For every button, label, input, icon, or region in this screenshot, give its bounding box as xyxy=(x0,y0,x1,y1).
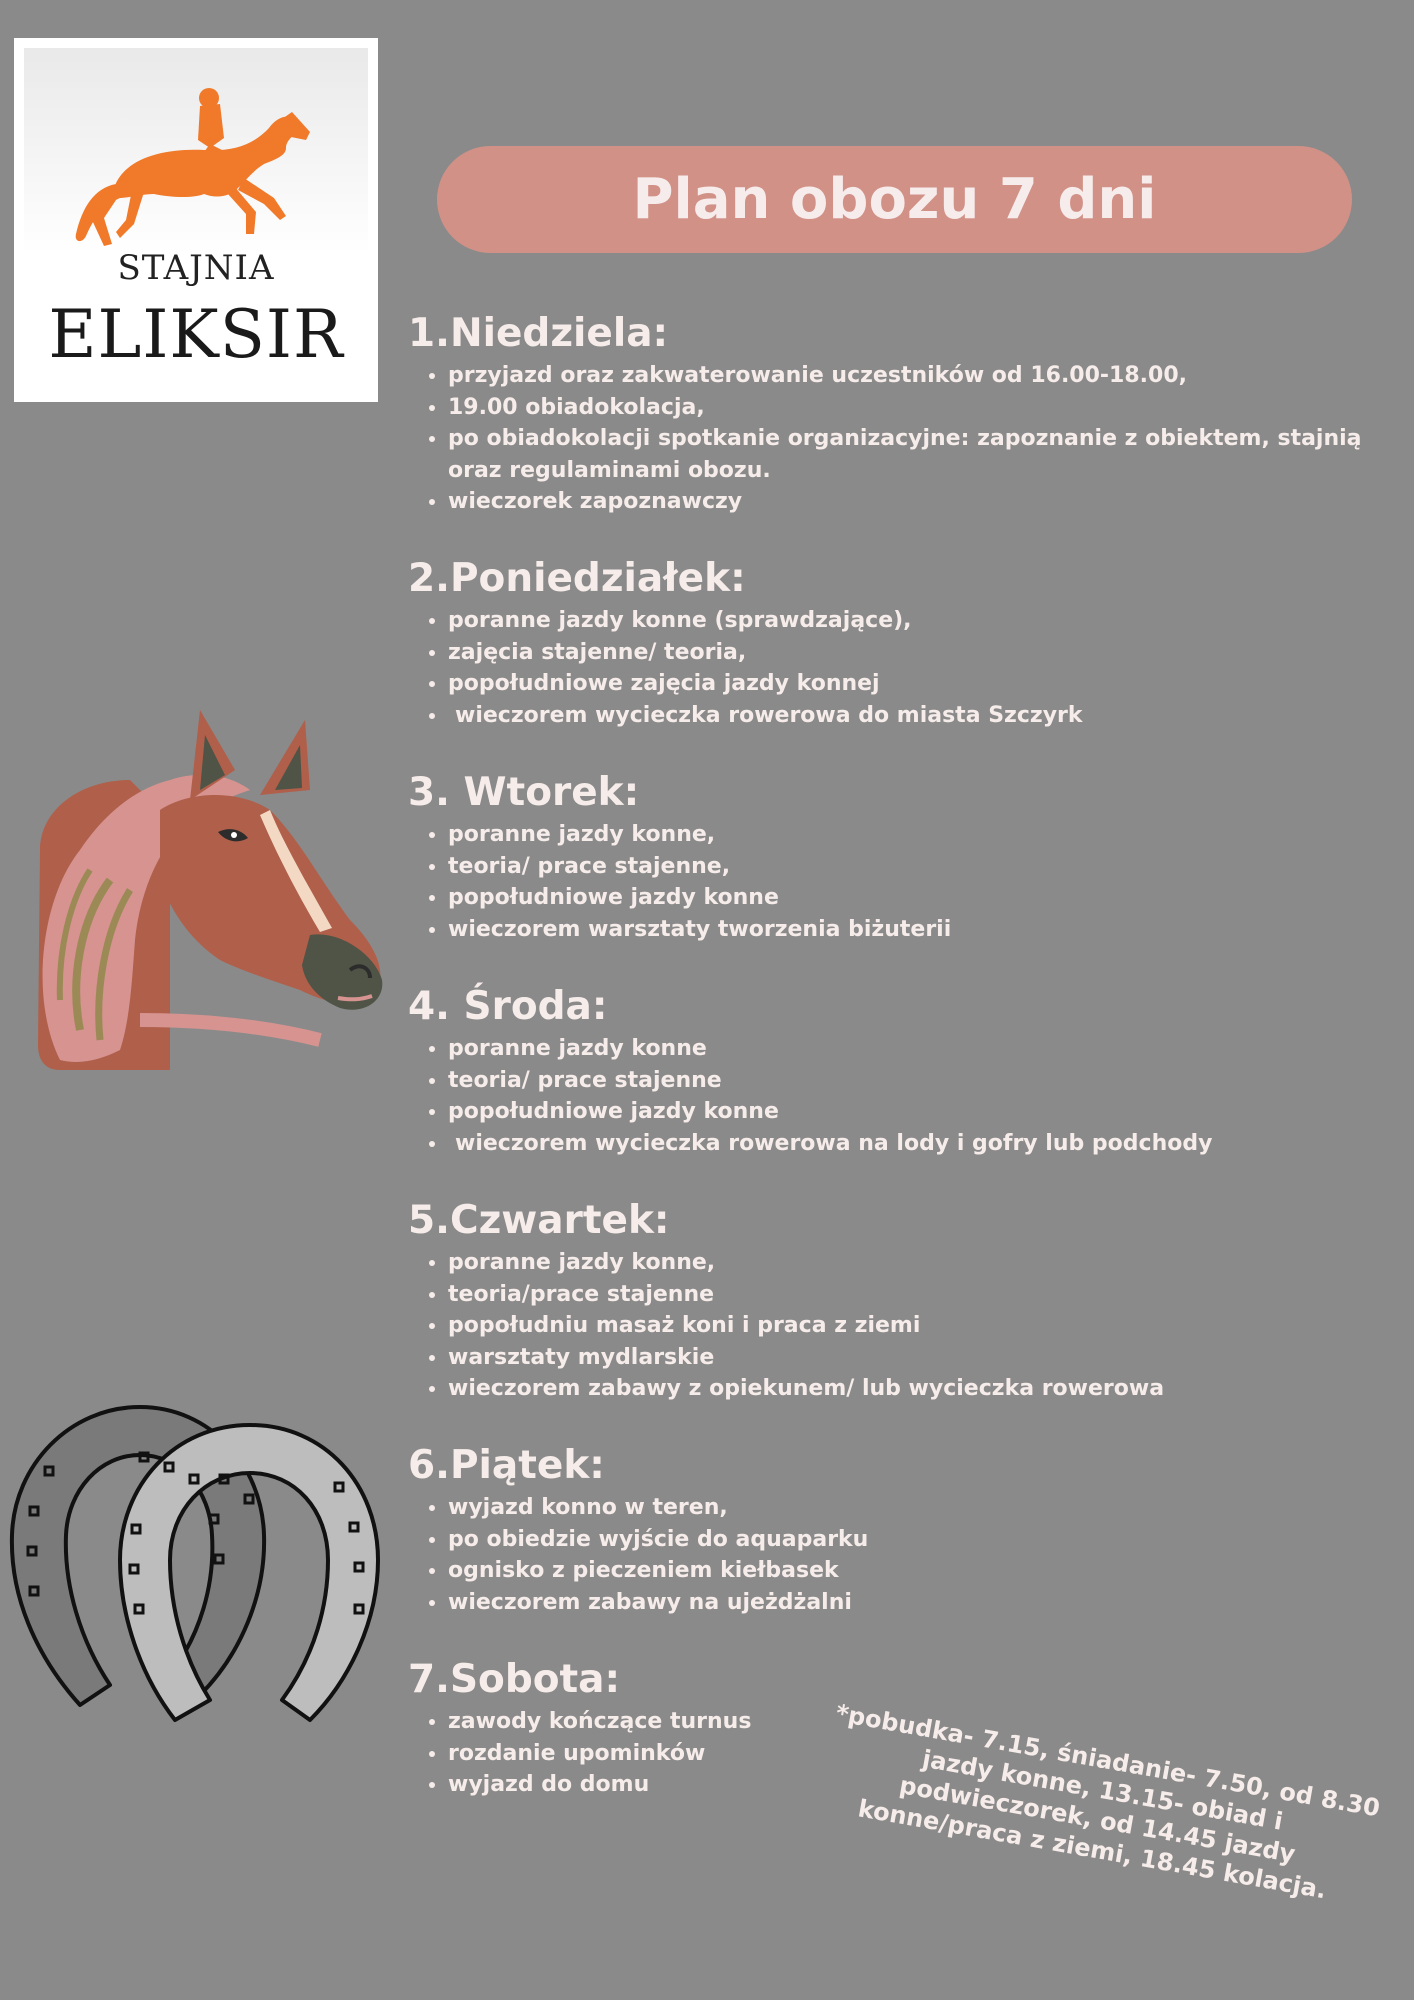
stajnia-eliksir-logo xyxy=(14,38,378,402)
list-item: • popołudniu masaż koni i praca z ziemi xyxy=(448,1310,1164,1342)
list-item: • poranne jazdy konne (sprawdzające), xyxy=(448,605,1083,637)
list-item: • wieczorem zabawy z opiekunem/ lub wycieczka rowerowa xyxy=(448,1373,1164,1405)
day-activities xyxy=(408,1492,868,1618)
list-item: • wyjazd do domu xyxy=(448,1769,751,1801)
jumping-horse-icon xyxy=(24,48,368,248)
logo-text-eliksir: ELIKSIR xyxy=(48,296,344,373)
day-activities xyxy=(408,819,951,945)
list-item: • wieczorem zabawy na ujeżdżalni xyxy=(448,1587,868,1619)
list-item: • poranne jazdy konne xyxy=(448,1033,1212,1065)
list-item: • po obiedzie wyjście do aquaparku xyxy=(448,1524,868,1556)
list-item: • wieczorek zapoznawczy xyxy=(448,486,1368,518)
day-tuesday xyxy=(408,769,951,945)
day-activities xyxy=(408,1247,1164,1405)
list-item: • przyjazd oraz zakwaterowanie uczestników od 16.00-18.00, xyxy=(448,360,1368,392)
day-monday xyxy=(408,555,1083,731)
day-thursday xyxy=(408,1197,1164,1405)
list-item: • poranne jazdy konne, xyxy=(448,1247,1164,1279)
list-item: • ognisko z pieczeniem kiełbasek xyxy=(448,1555,868,1587)
logo-text-stajnia: STAJNIA xyxy=(117,248,275,288)
day-heading: 3. Wtorek: xyxy=(408,770,640,815)
list-item: • popołudniowe zajęcia jazdy konnej xyxy=(448,668,1083,700)
day-activities xyxy=(408,360,1368,518)
day-wednesday xyxy=(408,983,1212,1159)
day-heading: 1.Niedziela: xyxy=(408,311,669,356)
day-heading: 4. Środa: xyxy=(408,984,608,1029)
list-item: • po obiadokolacji spotkanie organizacyjne: zapoznanie z obiektem, stajnią oraz regulaminami obozu. xyxy=(448,423,1368,486)
list-item: • teoria/prace stajenne xyxy=(448,1279,1164,1311)
day-activities xyxy=(408,1706,751,1801)
day-heading: 7.Sobota: xyxy=(408,1657,621,1702)
page-title: Plan obozu 7 dni xyxy=(437,146,1352,253)
daily-routine-note: *pobudka- 7.15, śniadanie- 7.50, od 8.30 jazdy konne, 13.15- obiad i podwieczorek, od 14.45 jazdy konne/praca z ziemi, 18.45 kolacja. xyxy=(833,1698,1382,1905)
day-activities xyxy=(408,1033,1212,1159)
list-item: • wieczorem warsztaty tworzenia biżuterii xyxy=(448,914,951,946)
day-heading: 2.Poniedziałek: xyxy=(408,556,746,601)
day-heading: 6.Piątek: xyxy=(408,1443,605,1488)
list-item: • zawody kończące turnus xyxy=(448,1706,751,1738)
list-item: • teoria/ prace stajenne, xyxy=(448,851,951,883)
list-item: • popołudniowe jazdy konne xyxy=(448,1096,1212,1128)
logo-background xyxy=(24,48,368,392)
day-saturday xyxy=(408,1656,751,1801)
list-item: • zajęcia stajenne/ teoria, xyxy=(448,637,1083,669)
day-activities xyxy=(408,605,1083,731)
list-item: • popołudniowe jazdy konne xyxy=(448,882,951,914)
horse-head-icon xyxy=(20,700,400,1080)
day-heading: 5.Czwartek: xyxy=(408,1198,670,1243)
list-item: • teoria/ prace stajenne xyxy=(448,1065,1212,1097)
horseshoes-icon xyxy=(0,1395,390,1735)
list-item: • 19.00 obiadokolacja, xyxy=(448,392,1368,424)
day-friday xyxy=(408,1442,868,1618)
list-item: • wieczorem wycieczka rowerowa na lody i gofry lub podchody xyxy=(448,1128,1212,1160)
list-item: • rozdanie upominków xyxy=(448,1738,751,1770)
list-item: • wieczorem wycieczka rowerowa do miasta Szczyrk xyxy=(448,700,1083,732)
list-item: • wyjazd konno w teren, xyxy=(448,1492,868,1524)
list-item: • poranne jazdy konne, xyxy=(448,819,951,851)
list-item: • warsztaty mydlarskie xyxy=(448,1342,1164,1374)
day-sunday xyxy=(408,310,1368,518)
